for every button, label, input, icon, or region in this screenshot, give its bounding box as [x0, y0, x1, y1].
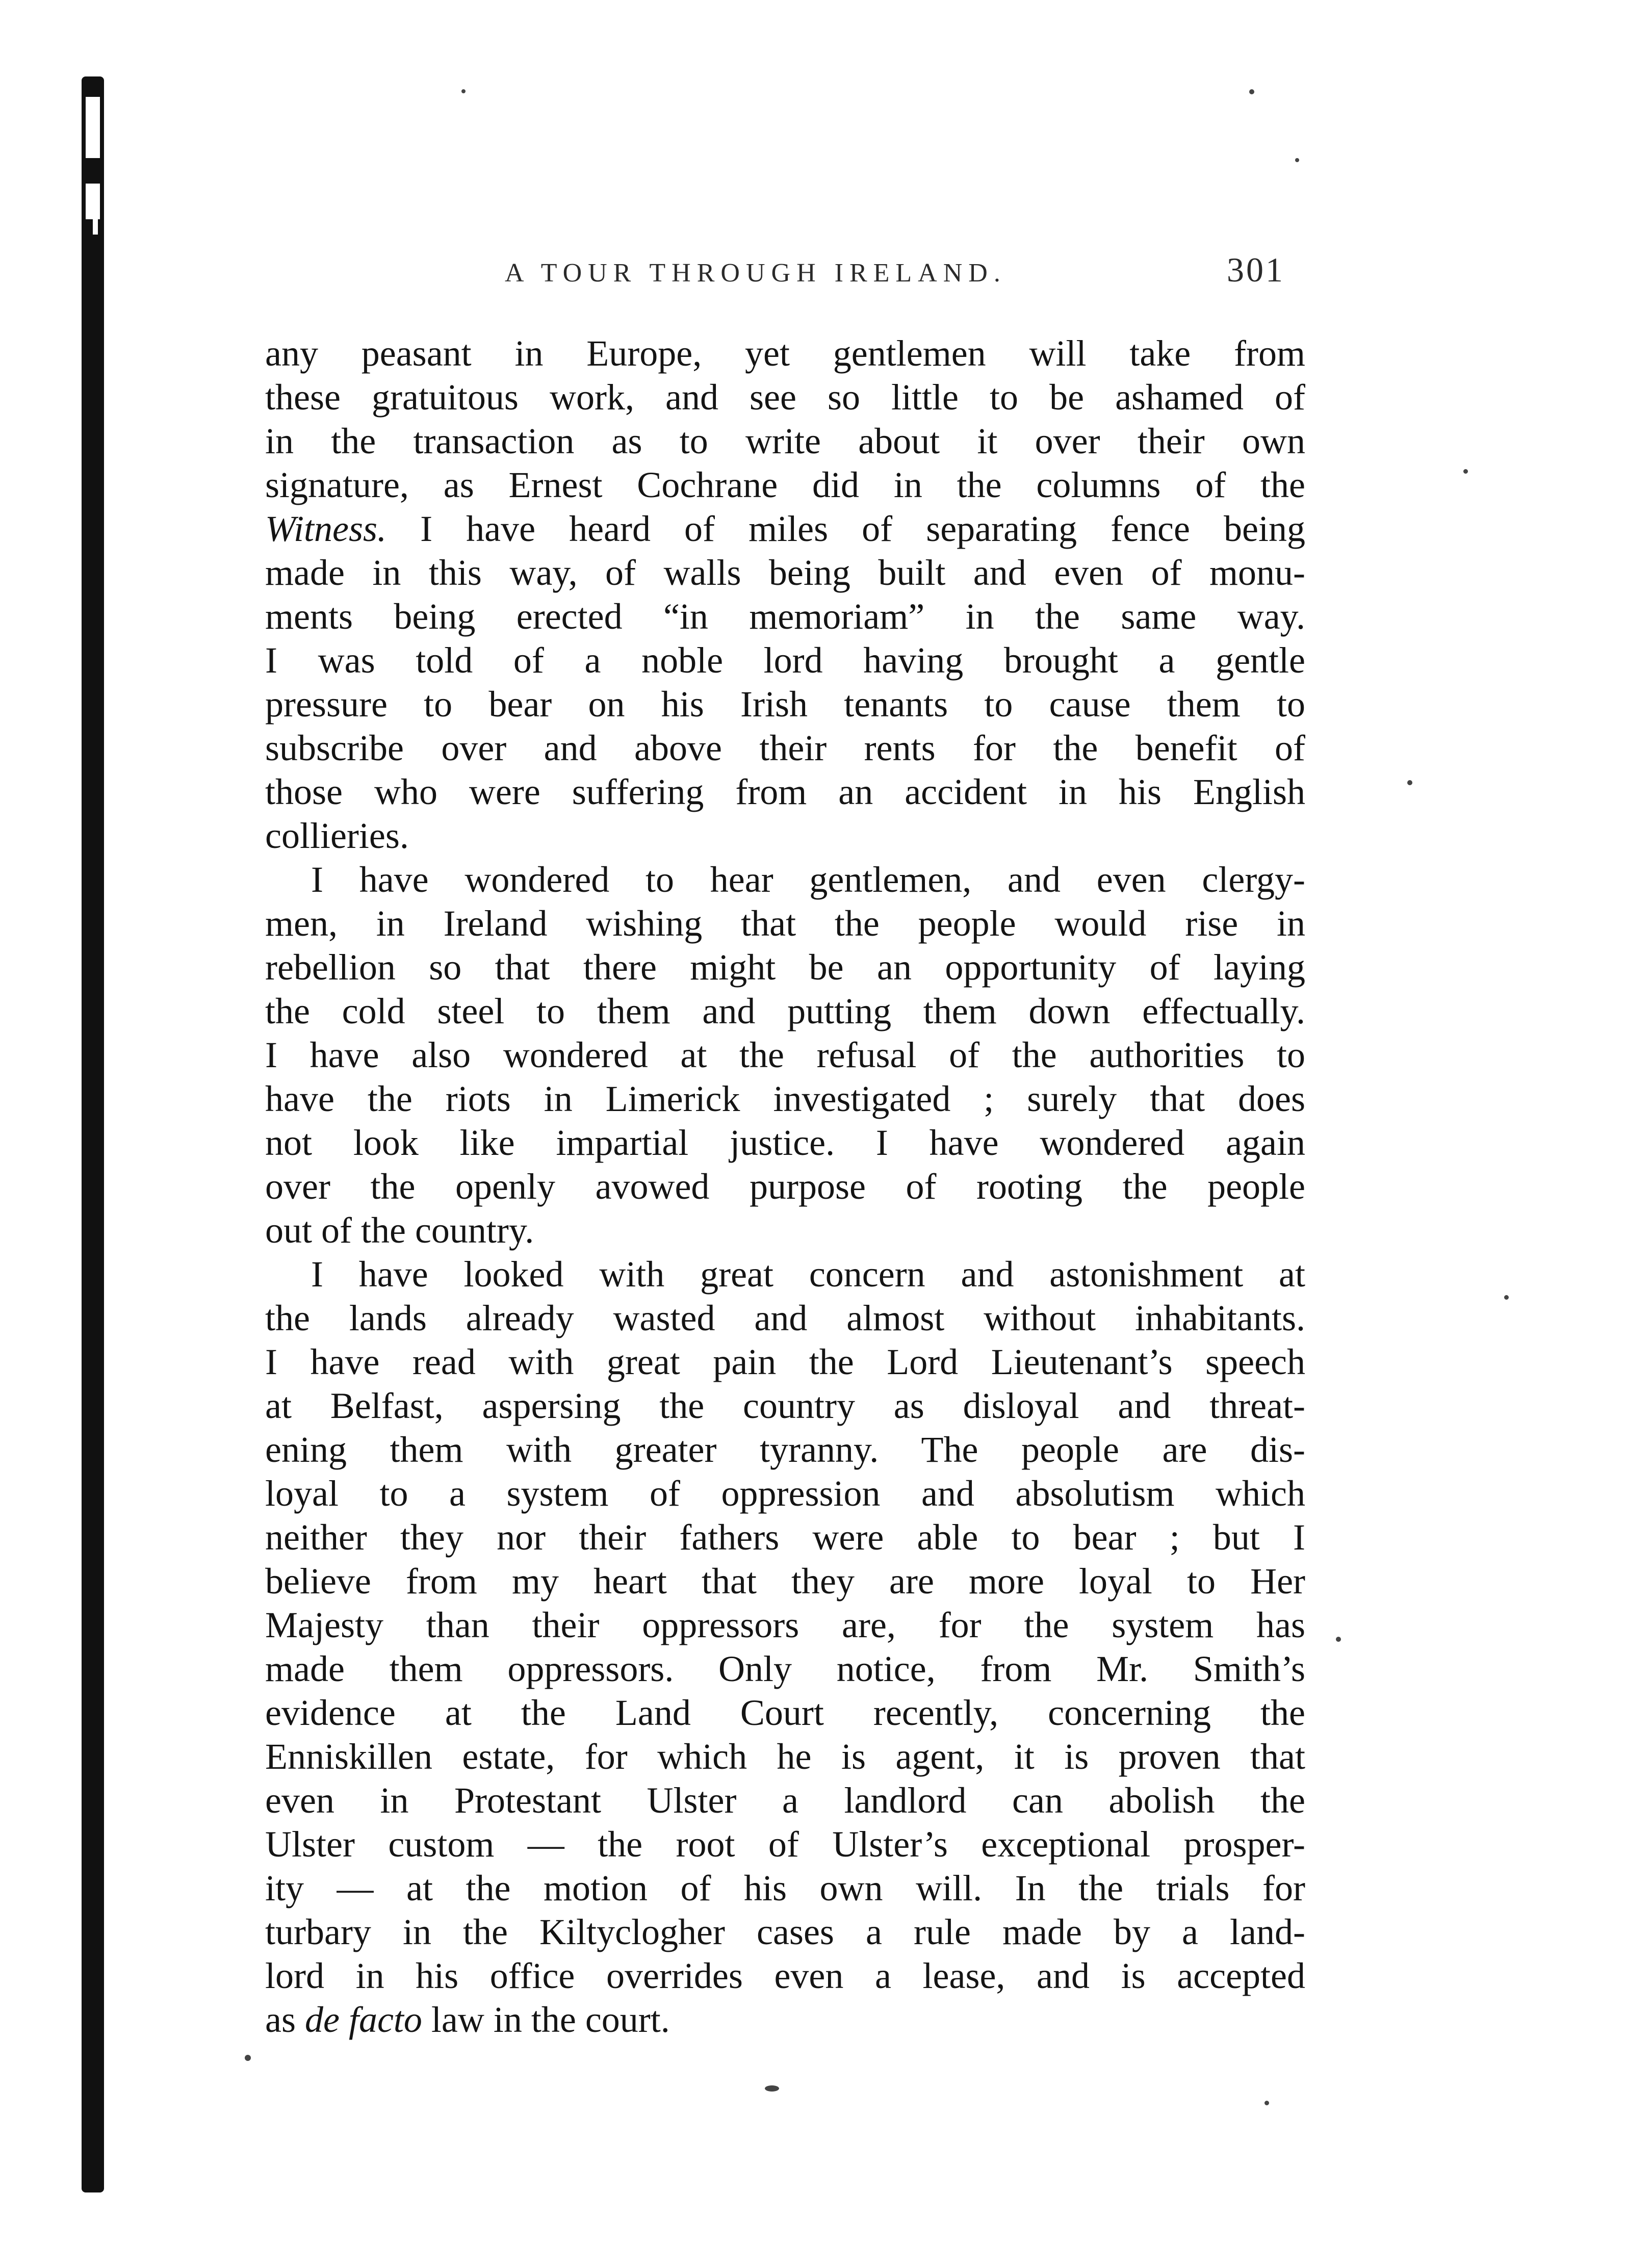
text-line	[265, 595, 1305, 638]
text-line	[265, 1428, 1305, 1472]
text-line	[265, 1647, 1305, 1691]
text-line	[265, 682, 1305, 726]
line-text: I have looked with great concern and astonishment at	[311, 1254, 1305, 1295]
text-line	[265, 1296, 1305, 1340]
scan-speck	[1249, 89, 1254, 94]
line-text: not look like impartial justice. I have wondered again	[265, 1122, 1305, 1163]
text-line	[265, 419, 1305, 463]
scan-speck	[1463, 469, 1468, 474]
text-line	[265, 463, 1305, 507]
text-line	[265, 1472, 1305, 1515]
running-header	[505, 250, 1285, 290]
text-line	[265, 901, 1305, 945]
line-text: made them oppressors. Only notice, from Mr. Smith’s	[265, 1648, 1305, 1689]
scan-speck	[1407, 780, 1412, 785]
text-line	[265, 331, 1305, 375]
line-text: rebellion so that there might be an opportunity of laying	[265, 947, 1305, 988]
line-text: I have read with great pain the Lord Lieutenant’s speech	[265, 1341, 1305, 1382]
line-text: pressure to bear on his Irish tenants to cause them to	[265, 684, 1305, 725]
text-line	[265, 1866, 1305, 1910]
text-line	[265, 375, 1305, 419]
text-line	[265, 1165, 1305, 1208]
book-spine-shadow	[82, 76, 104, 2192]
line-text: as	[265, 1999, 305, 2040]
line-text: the lands already wasted and almost without inhabitants.	[265, 1298, 1305, 1338]
line-text: even in Protestant Ulster a landlord can abolish the	[265, 1780, 1305, 1821]
line-text: loyal to a system of oppression and absolutism which	[265, 1473, 1305, 1514]
text-line	[265, 1822, 1305, 1866]
text-line	[265, 1384, 1305, 1428]
line-text: believe from my heart that they are more loyal to Her	[265, 1561, 1305, 1602]
line-text: out of the country.	[265, 1210, 534, 1251]
italic-text: de facto	[304, 1999, 422, 2040]
line-text: I have heard of miles of separating fence being	[386, 508, 1305, 549]
scan-speck	[765, 2085, 779, 2092]
line-text: those who were suffering from an accident in his English	[265, 771, 1305, 812]
text-line	[265, 1954, 1305, 1998]
line-text: turbary in the Kiltyclogher cases a rule made by a land-	[265, 1912, 1305, 1952]
line-text: I have also wondered at the refusal of the authorities to	[265, 1035, 1305, 1075]
text-line	[265, 858, 1305, 901]
text-line	[265, 770, 1305, 814]
text-line	[265, 551, 1305, 595]
line-text: lord in his office overrides even a lease, and is accepted	[265, 1955, 1305, 1996]
line-text: the cold steel to them and putting them down effectually.	[265, 991, 1305, 1031]
scan-speck	[1295, 158, 1299, 162]
line-text: Majesty than their oppressors are, for the system has	[265, 1605, 1305, 1645]
scan-speck	[1336, 1637, 1341, 1642]
text-line	[265, 638, 1305, 682]
line-text: I have wondered to hear gentlemen, and even clergy-	[311, 859, 1305, 900]
text-line	[265, 814, 1305, 858]
page-number: 301	[1227, 250, 1285, 289]
line-text: neither they nor their fathers were able to bear ; but I	[265, 1517, 1305, 1558]
line-text: have the riots in Limerick investigated ; surely that does	[265, 1078, 1305, 1119]
line-text: Ulster custom — the root of Ulster’s exceptional prosper-	[265, 1824, 1305, 1865]
italic-text: Witness.	[265, 508, 387, 549]
line-text: ity — at the motion of his own will. In the trials for	[265, 1868, 1305, 1908]
running-title: A TOUR THROUGH IRELAND.	[505, 259, 1006, 288]
spine-highlight	[93, 214, 98, 235]
line-text: I was told of a noble lord having brought a gentle	[265, 640, 1305, 681]
line-text: evidence at the Land Court recently, concerning the	[265, 1692, 1305, 1733]
line-text: at Belfast, aspersing the country as disloyal and threat-	[265, 1385, 1305, 1426]
spine-highlight	[86, 97, 100, 158]
line-text: ments being erected “in memoriam” in the same way.	[265, 596, 1305, 637]
scan-speck	[1264, 2101, 1269, 2105]
text-line	[265, 726, 1305, 770]
line-text: over the openly avowed purpose of rooting the people	[265, 1166, 1305, 1207]
line-text: in the transaction as to write about it over their own	[265, 421, 1305, 461]
text-line	[265, 989, 1305, 1033]
line-text: ening them with greater tyranny. The people are dis-	[265, 1429, 1305, 1470]
body-text	[265, 331, 1305, 2042]
text-line	[265, 1340, 1305, 1384]
scan-speck	[461, 89, 466, 93]
text-line	[265, 1077, 1305, 1121]
text-line	[265, 1121, 1305, 1165]
text-line	[265, 1033, 1305, 1077]
text-line	[265, 1691, 1305, 1735]
scan-speck	[1504, 1295, 1509, 1300]
scan-speck	[245, 2055, 251, 2061]
text-line	[265, 1910, 1305, 1954]
text-line	[265, 507, 1305, 551]
line-text: these gratuitous work, and see so little to be ashamed of	[265, 377, 1305, 418]
line-text: men, in Ireland wishing that the people would rise in	[265, 903, 1305, 944]
text-line	[265, 945, 1305, 989]
text-line	[265, 1559, 1305, 1603]
text-line	[265, 1778, 1305, 1822]
line-text: law in the court.	[422, 1999, 670, 2040]
text-line	[265, 1515, 1305, 1559]
line-text: collieries.	[265, 815, 409, 856]
text-line	[265, 1603, 1305, 1647]
line-text: made in this way, of walls being built and even of monu-	[265, 552, 1305, 593]
text-line	[265, 1998, 1305, 2042]
line-text: signature, as Ernest Cochrane did in the columns of the	[265, 465, 1305, 505]
line-text: subscribe over and above their rents for the benefit of	[265, 728, 1305, 768]
text-line	[265, 1208, 1305, 1252]
line-text: any peasant in Europe, yet gentlemen will take from	[265, 333, 1305, 374]
line-text: Enniskillen estate, for which he is agent, it is proven that	[265, 1736, 1305, 1777]
text-line	[265, 1252, 1305, 1296]
text-line	[265, 1735, 1305, 1778]
